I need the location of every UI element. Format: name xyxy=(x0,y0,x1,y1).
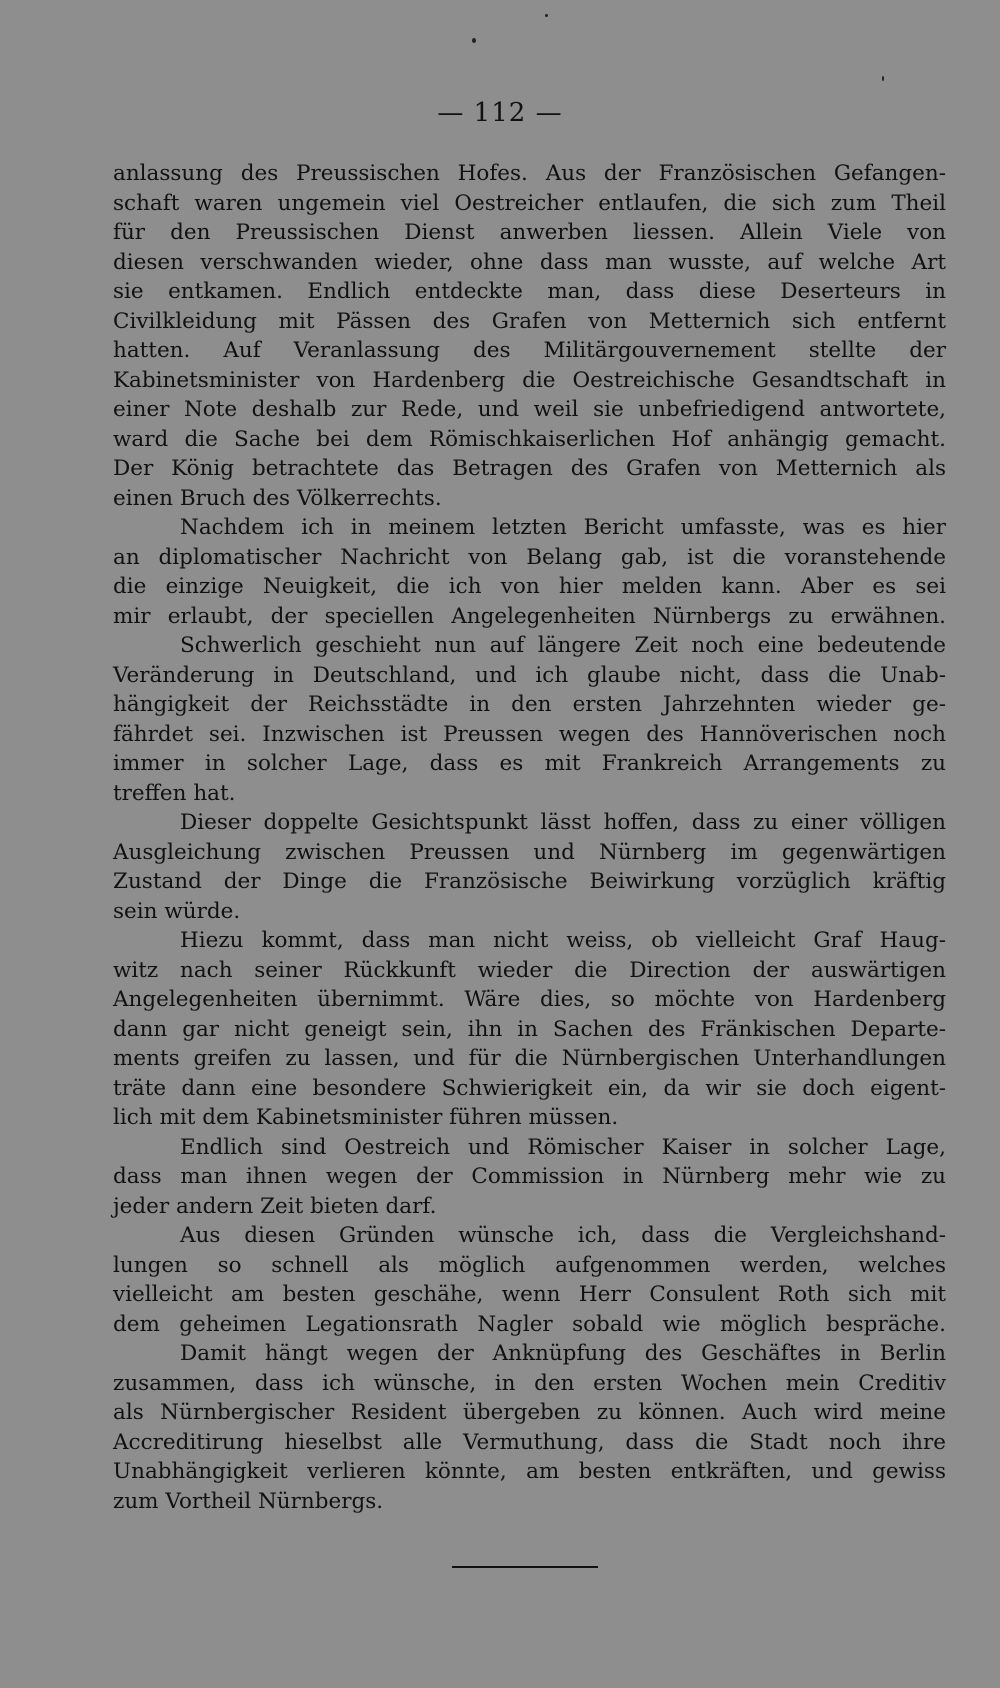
text-line: zum Vortheil Nürnbergs. xyxy=(113,1488,384,1514)
text-line: vielleicht am besten geschähe, wenn Herr Consulent Roth sich mit xyxy=(113,1282,946,1307)
text-line: Angelegenheiten übernimmt. Wäre dies, so möchte von Hardenberg xyxy=(113,987,946,1012)
text-line: als Nürnbergischer Resident übergeben zu können. Auch wird meine xyxy=(113,1400,946,1425)
text-line: hatten. Auf Veranlassung des Militärgouvernement stellte der xyxy=(113,338,946,363)
text-line: träte dann eine besondere Schwierigkeit ein, da wir sie doch eigent- xyxy=(113,1075,946,1101)
text-line: mir erlaubt, der speciellen Angelegenheiten Nürnbergs zu erwähnen. xyxy=(113,603,946,629)
text-line: einer Note deshalb zur Rede, und weil sie unbefriedigend antwortete, xyxy=(113,397,946,422)
text-line: Ausgleichung zwischen Preussen und Nürnberg im gegenwärtigen xyxy=(113,839,946,865)
text-line: diesen verschwanden wieder, ohne dass man wusste, auf welche Art xyxy=(113,249,946,275)
print-speck xyxy=(472,38,476,43)
text-line: anlassung des Preussischen Hofes. Aus der Französischen Gefangen- xyxy=(113,161,946,186)
text-line: lich mit dem Kabinetsminister führen müssen. xyxy=(113,1105,619,1130)
end-rule xyxy=(452,1566,598,1568)
text-line: Hiezu kommt, dass man nicht weiss, ob vielleicht Graf Haug- xyxy=(180,928,946,953)
text-line: schaft waren ungemein viel Oestreicher entlaufen, die sich zum Theil xyxy=(113,190,946,216)
text-line: treffen hat. xyxy=(113,780,236,806)
text-line: Kabinetsminister von Hardenberg die Oestreichische Gesandtschaft in xyxy=(113,367,946,393)
text-line: lungen so schnell als möglich aufgenommen werden, welches xyxy=(113,1252,946,1278)
body-text xyxy=(113,159,946,1516)
text-line: Unabhängigkeit verlieren könnte, am besten entkräften, und gewiss xyxy=(113,1459,946,1484)
text-line: einen Bruch des Völkerrechts. xyxy=(113,485,442,511)
text-line: zusammen, dass ich wünsche, in den ersten Wochen mein Creditiv xyxy=(113,1370,946,1396)
text-line: Schwerlich geschieht nun auf längere Zeit noch eine bedeutende xyxy=(180,633,946,658)
text-line: ward die Sache bei dem Römischkaiserlichen Hof anhängig gemacht. xyxy=(113,426,946,452)
text-line: die einzige Neuigkeit, die ich von hier melden kann. Aber es sei xyxy=(113,574,946,599)
text-line: Civilkleidung mit Pässen des Grafen von Metternich sich entfernt xyxy=(113,308,946,334)
text-line: Endlich sind Oestreich und Römischer Kaiser in solcher Lage, xyxy=(180,1134,946,1160)
text-line: sie entkamen. Endlich entdeckte man, dass diese Deserteurs in xyxy=(113,279,946,304)
text-line: Accreditirung hieselbst alle Vermuthung, dass die Stadt noch ihre xyxy=(113,1429,946,1455)
text-line: Damit hängt wegen der Anknüpfung des Geschäftes in Berlin xyxy=(180,1341,946,1366)
text-line: an diplomatischer Nachricht von Belang gab, ist die voranstehende xyxy=(113,544,946,570)
text-line: für den Preussischen Dienst anwerben liessen. Allein Viele von xyxy=(113,220,946,245)
text-line: immer in solcher Lage, dass es mit Frankreich Arrangements zu xyxy=(113,751,946,776)
text-line: Veränderung in Deutschland, und ich glaube nicht, dass die Unab- xyxy=(113,662,946,688)
print-speck xyxy=(882,76,884,81)
text-line: Aus diesen Gründen wünsche ich, dass die Vergleichshand- xyxy=(180,1223,946,1248)
text-line: fährdet sei. Inzwischen ist Preussen wegen des Hannöverischen noch xyxy=(113,721,946,747)
text-line: dann gar nicht geneigt sein, ihn in Sachen des Fränkischen Departe- xyxy=(113,1016,946,1042)
text-line: jeder andern Zeit bieten darf. xyxy=(113,1193,437,1219)
text-line: Der König betrachtete das Betragen des Grafen von Metternich als xyxy=(113,456,946,481)
text-line: Dieser doppelte Gesichtspunkt lässt hoffen, dass zu einer völligen xyxy=(180,810,946,835)
print-speck xyxy=(545,14,548,17)
text-line: hängigkeit der Reichsstädte in den ersten Jahrzehnten wieder ge- xyxy=(113,692,946,717)
text-line: Nachdem ich in meinem letzten Bericht umfasste, was es hier xyxy=(180,515,946,540)
text-line: dass man ihnen wegen der Commission in Nürnberg mehr wie zu xyxy=(113,1164,946,1189)
page-number: — 112 — xyxy=(437,98,563,128)
text-line: sein würde. xyxy=(113,898,241,924)
text-line: witz nach seiner Rückkunft wieder die Direction der auswärtigen xyxy=(113,957,946,983)
text-line: ments greifen zu lassen, und für die Nürnbergischen Unterhandlungen xyxy=(113,1046,946,1071)
text-line: Zustand der Dinge die Französische Beiwirkung vorzüglich kräftig xyxy=(113,869,946,894)
text-line: dem geheimen Legationsrath Nagler sobald wie möglich bespräche. xyxy=(113,1311,946,1337)
